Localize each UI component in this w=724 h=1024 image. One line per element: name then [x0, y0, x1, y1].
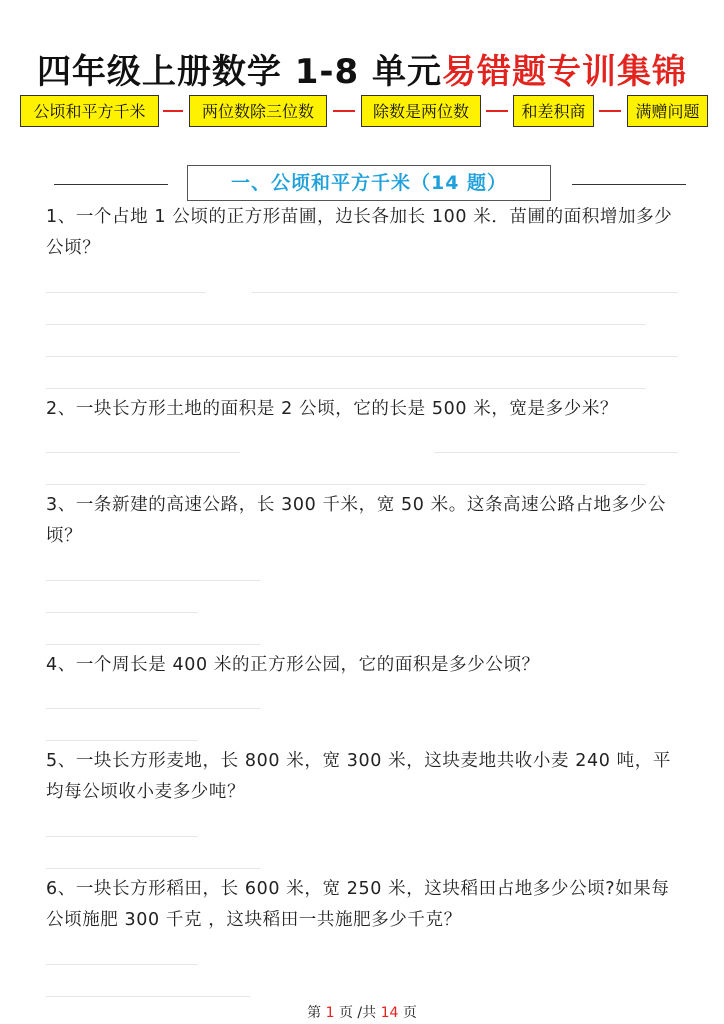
answer-line	[46, 356, 678, 357]
answer-line	[46, 580, 260, 581]
section-rule-left	[54, 184, 168, 185]
unit-connector	[599, 110, 621, 112]
answer-line	[46, 740, 198, 741]
unit-connector	[486, 110, 508, 112]
page-footer	[0, 1002, 724, 1022]
footer-suffix: 页	[402, 1005, 417, 1021]
answer-line	[434, 452, 678, 453]
unit-nav	[0, 95, 724, 131]
answer-line	[46, 964, 198, 965]
question-5: 5、一块长方形麦地，长 800 米，宽 300 米，这块麦地共收小麦 240 吨，平均每公顷收小麦多少吨？	[46, 751, 671, 802]
question-1: 1、一个占地 1 公顷的正方形苗圃，边长各加长 100 米．苗圃的面积增加多少公顷？	[46, 207, 673, 258]
answer-line	[46, 644, 260, 645]
answer-line	[46, 868, 260, 869]
answer-line	[46, 292, 206, 293]
answer-line	[46, 708, 260, 709]
section-rule-right	[572, 184, 686, 185]
current-page-number: 1	[325, 1005, 335, 1021]
question-3: 3、一条新建的高速公路，长 300 千米，宽 50 米。这条高速公路占地多少公顷？	[46, 495, 666, 546]
unit-chip-2: 两位数除三位数	[189, 95, 327, 127]
answer-line	[46, 484, 646, 485]
answer-line	[252, 292, 678, 293]
page-title	[0, 44, 724, 93]
unit-chip-1: 公顷和平方千米	[20, 95, 159, 127]
unit-chip-4: 和差积商	[513, 95, 594, 127]
unit-connector	[333, 110, 355, 112]
title-highlight: 易错题专训集锦	[442, 52, 688, 92]
answer-line	[46, 388, 646, 389]
total-page-number: 14	[380, 1005, 399, 1021]
answer-line	[46, 612, 198, 613]
unit-chip-3: 除数是两位数	[361, 95, 481, 127]
answer-line	[46, 324, 646, 325]
question-4: 4、一个周长是 400 米的正方形公园，它的面积是多少公顷？	[46, 655, 540, 675]
answer-line	[46, 836, 198, 837]
title-main: 四年级上册数学 1-8 单元	[36, 52, 443, 92]
answer-line	[46, 452, 240, 453]
section-title: 一、公顷和平方千米（14 题）	[187, 165, 551, 201]
unit-connector	[163, 110, 183, 112]
answer-line	[46, 996, 250, 997]
footer-middle: 页 /共	[338, 1005, 377, 1021]
question-2: 2、一块长方形土地的面积是 2 公顷，它的长是 500 米，宽是多少米？	[46, 399, 619, 419]
question-6: 6、一块长方形稻田，长 600 米，宽 250 米，这块稻田占地多少公顷?如果每公顷施肥 300 千克 ，这块稻田一共施肥多少千克？	[46, 879, 670, 930]
unit-chip-5: 满赠问题	[627, 95, 708, 127]
footer-prefix: 第	[307, 1005, 322, 1021]
